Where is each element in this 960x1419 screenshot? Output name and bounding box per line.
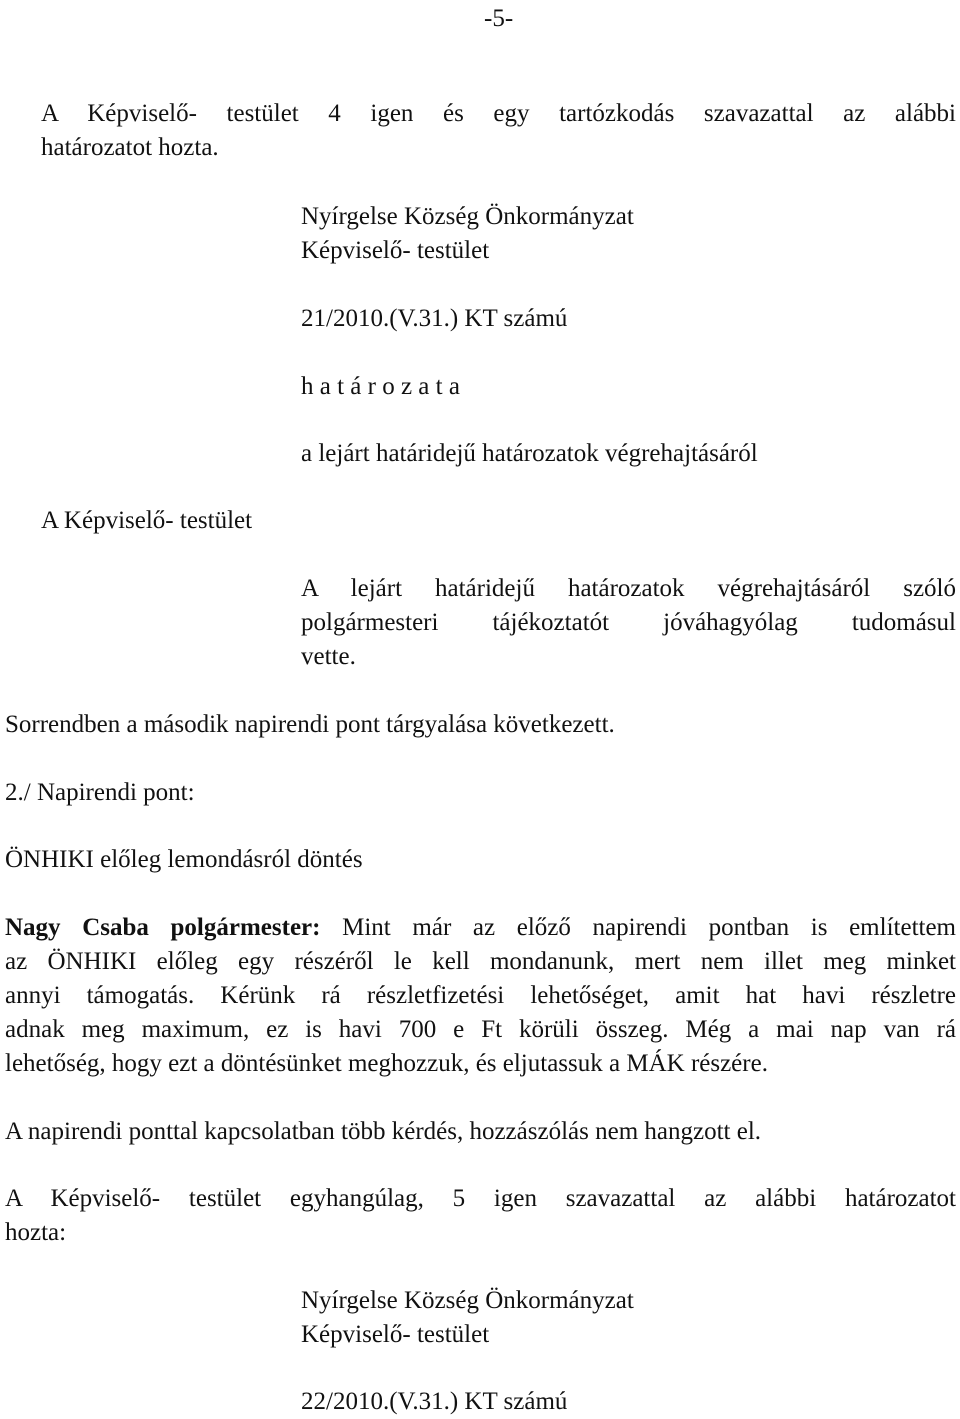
resolution1-org-line-2: Képviselő- testület xyxy=(301,237,490,264)
resolution1-side-label: A Képviselő- testület xyxy=(41,507,253,534)
resolution1-org-line-1: Nyírgelse Község Önkormányzat xyxy=(301,203,634,230)
speech-line-4: adnak meg maximum, ez is havi 700 e Ft körüli összeg. Még a mai nap van rá xyxy=(5,1016,956,1043)
speech-line-1 xyxy=(5,911,956,945)
agenda-title: ÖNHIKI előleg lemondásról döntés xyxy=(5,846,363,873)
resolution1-body-line-3: vette. xyxy=(301,643,356,670)
intro-line-2: határozatot hozta. xyxy=(41,134,219,161)
vote-line-2: hozta: xyxy=(5,1219,67,1246)
agenda-label: 2./ Napirendi pont: xyxy=(5,779,195,806)
intro-line-1: A Képviselő- testület 4 igen és egy tartózkodás szavazattal az alábbi xyxy=(41,100,956,127)
resolution2-org-line-1: Nyírgelse Község Önkormányzat xyxy=(301,1287,634,1314)
vote-line-1: A Képviselő- testület egyhangúlag, 5 igen szavazattal az alábbi határozatot xyxy=(5,1185,956,1212)
speech-line-5: lehetőség, hogy ezt a döntésünket meghozzuk, és eljutassuk a MÁK részére. xyxy=(5,1050,768,1077)
page-number: -5- xyxy=(484,5,514,32)
resolution2-org-line-2: Képviselő- testület xyxy=(301,1321,490,1348)
no-questions-text: A napirendi ponttal kapcsolatban több kérdés, hozzászólás nem hangzott el. xyxy=(5,1118,762,1145)
resolution1-subject: a lejárt határidejű határozatok végrehajtásáról xyxy=(301,440,758,467)
transition-text: Sorrendben a második napirendi pont tárgyalása következett. xyxy=(5,711,615,738)
speech-line-3: annyi támogatás. Kérünk rá részletfizetési lehetőséget, amit hat havi részletre xyxy=(5,982,956,1009)
speech-line-2: az ÖNHIKI előleg egy részéről le kell mondanunk, mert nem illet meg minket xyxy=(5,948,956,975)
speech-text-1: Mint már az előző napirendi pontban is említettem xyxy=(320,914,957,941)
resolution1-body-line-1: A lejárt határidejű határozatok végrehajtásáról szóló xyxy=(301,575,956,602)
resolution1-heading: h a t á r o z a t a xyxy=(301,373,460,400)
resolution1-number: 21/2010.(V.31.) KT számú xyxy=(301,305,568,332)
resolution2-number: 22/2010.(V.31.) KT számú xyxy=(301,1388,568,1415)
resolution1-body-line-2: polgármesteri tájékoztatót jóváhagyólag tudomásul xyxy=(301,609,956,636)
speaker-name: Nagy Csaba polgármester: xyxy=(5,914,321,941)
